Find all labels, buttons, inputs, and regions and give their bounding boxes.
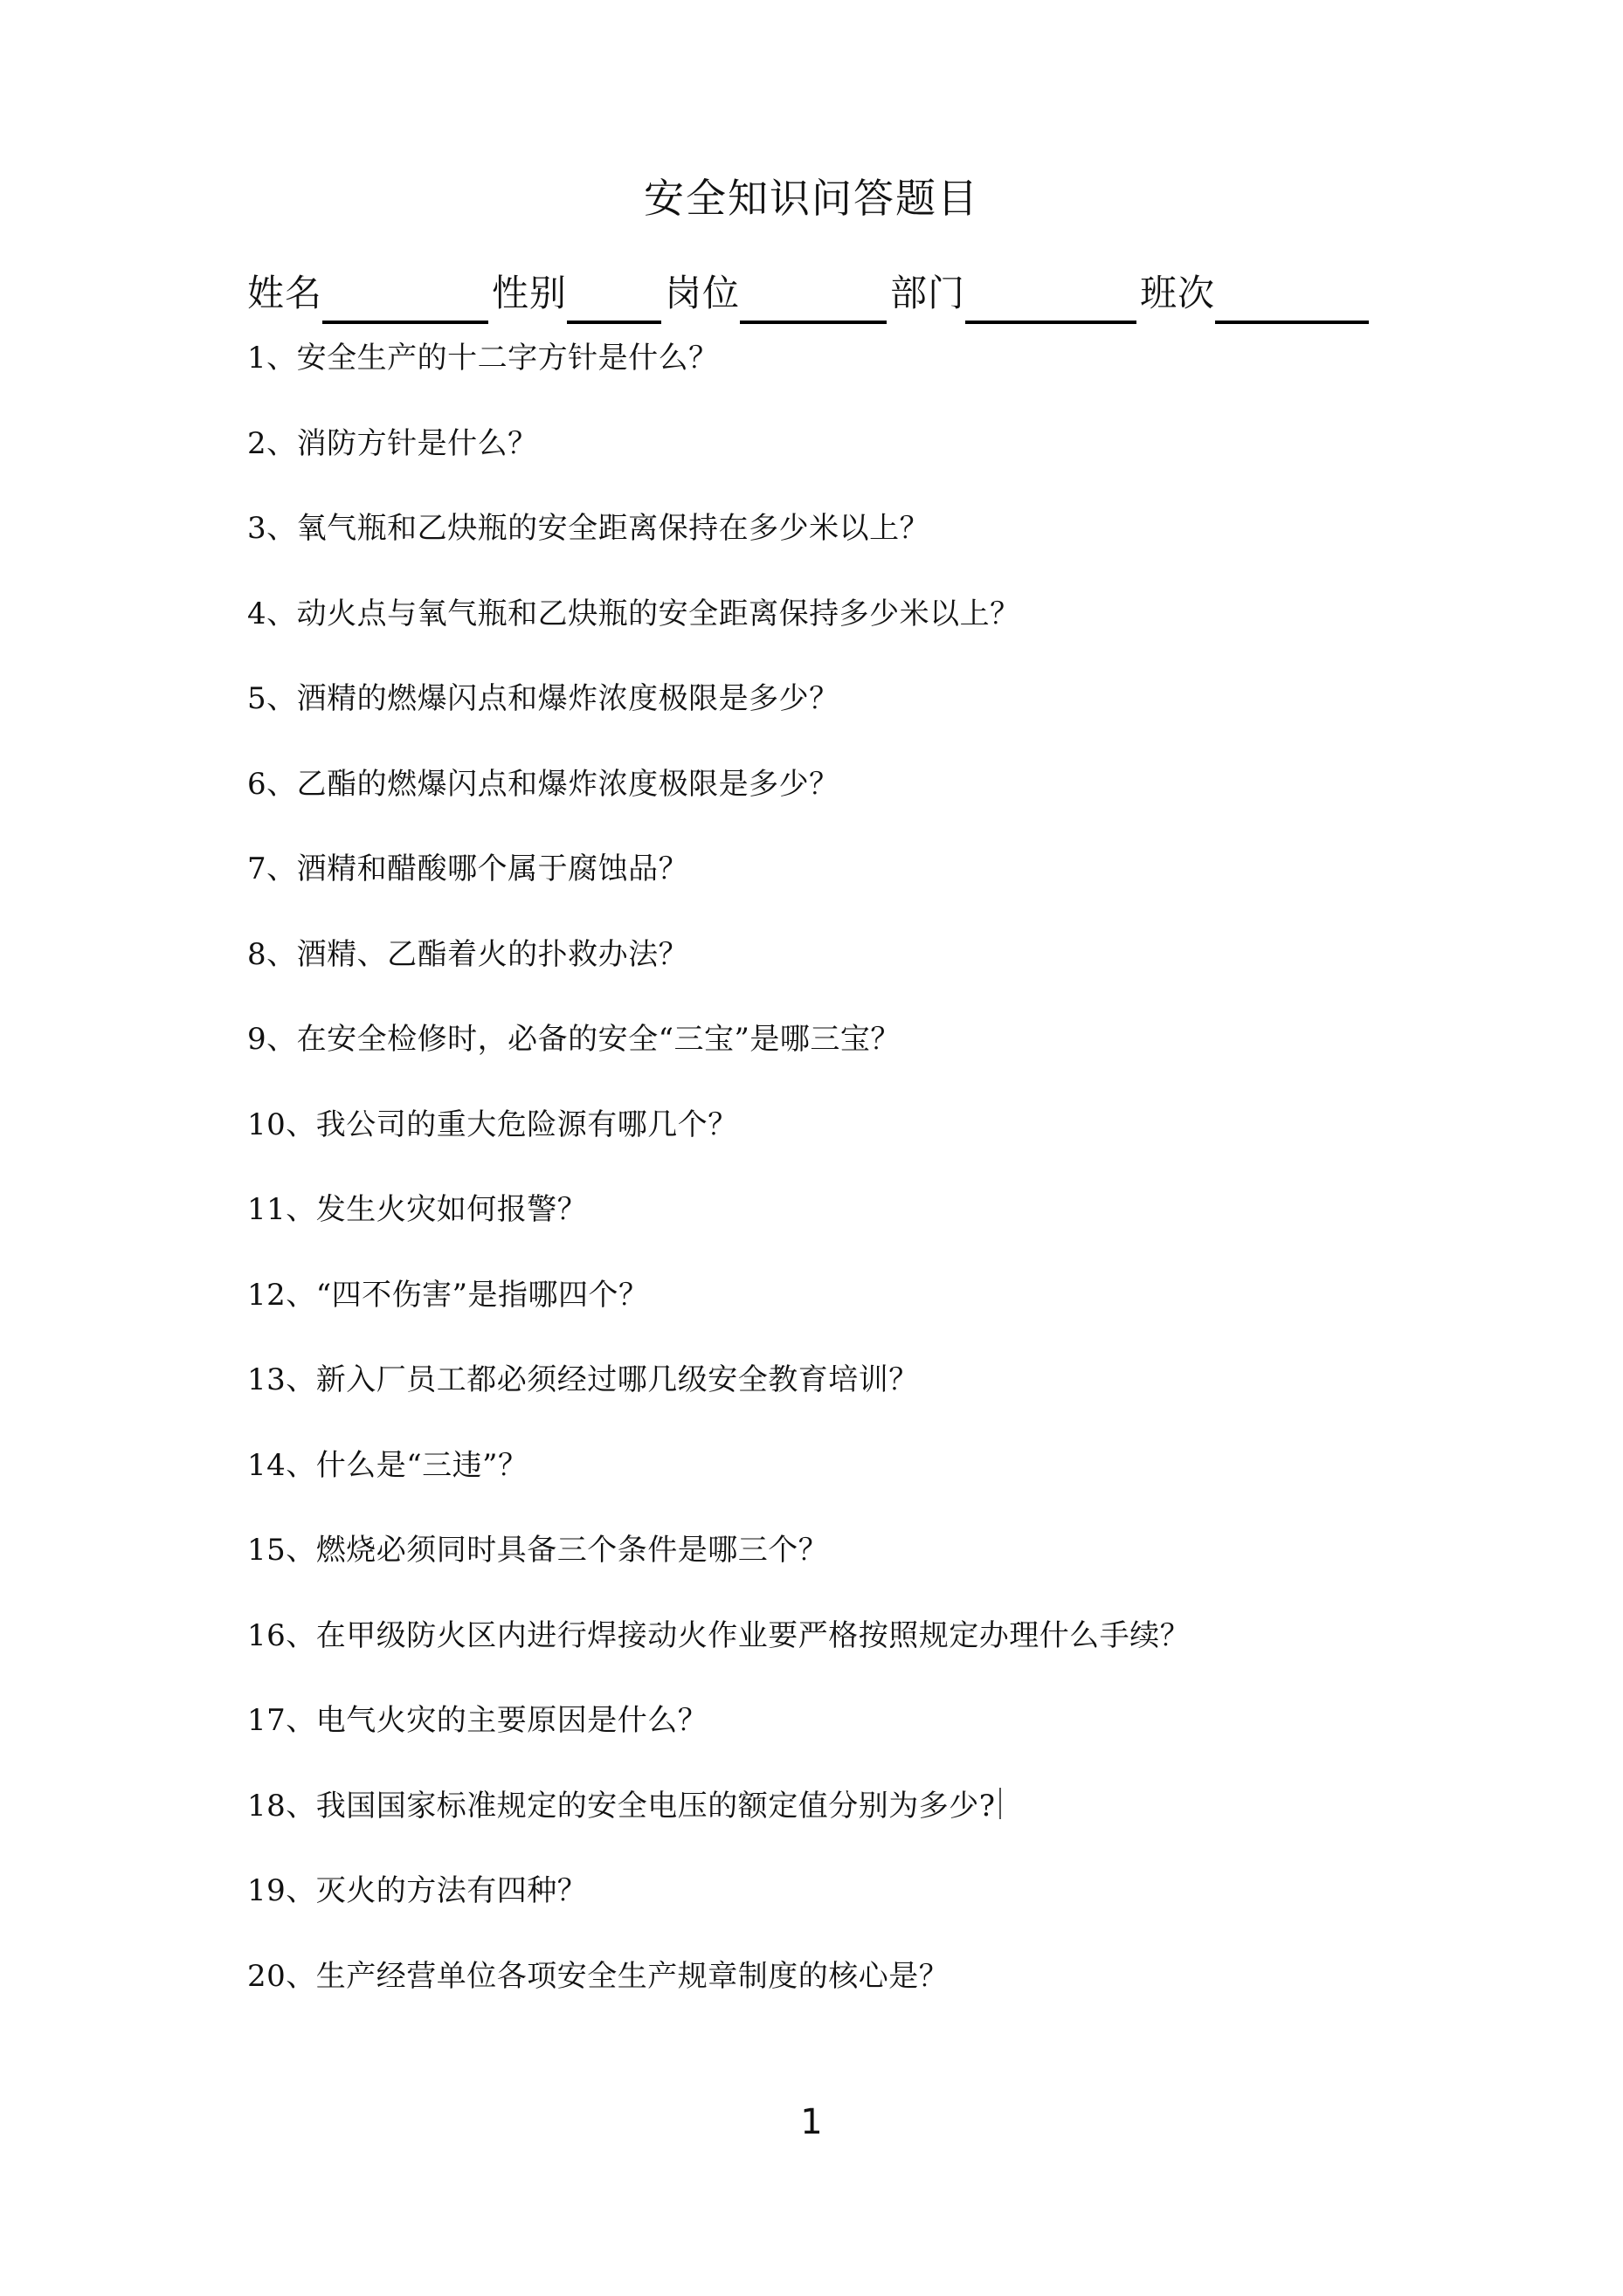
shift-blank[interactable]	[1215, 266, 1369, 324]
question-item	[247, 416, 1470, 501]
position-label: 岗位	[665, 272, 741, 314]
question-item	[247, 1522, 1470, 1608]
page-number: 1	[800, 2102, 823, 2142]
question-item	[247, 1352, 1470, 1438]
question-list	[247, 330, 1470, 2033]
question-text: 7、酒精和醋酸哪个属于腐蚀品？	[247, 852, 689, 886]
question-item	[247, 671, 1470, 756]
question-text: 12、“四不伤害”是指哪四个？	[247, 1277, 649, 1313]
question-item	[247, 1182, 1470, 1267]
gender-blank[interactable]	[567, 266, 661, 324]
question-item	[247, 330, 1470, 416]
question-item	[247, 756, 1470, 842]
page-title: 安全知识问答题目	[644, 175, 979, 222]
question-item	[247, 1011, 1470, 1097]
question-text: 14、什么是“三违”？	[247, 1447, 528, 1483]
question-item	[247, 586, 1470, 672]
question-text: 16、在甲级防火区内进行焊接动火作业要严格按照规定办理什么手续？	[247, 1617, 1191, 1653]
info-fields-row	[247, 258, 1372, 324]
question-text: 19、灭火的方法有四种？	[247, 1873, 588, 1908]
shift-label: 班次	[1140, 272, 1216, 314]
question-item	[247, 1438, 1470, 1523]
question-text: 8、酒精、乙酯着火的扑救办法？	[247, 936, 689, 972]
name-label: 姓名	[247, 272, 323, 314]
gender-label: 性别	[492, 272, 568, 314]
name-blank[interactable]	[322, 266, 488, 324]
text-cursor	[999, 1788, 1001, 1819]
question-item	[247, 1608, 1470, 1693]
question-item	[247, 927, 1470, 1012]
question-text: 13、新入厂员工都必须经过哪几级安全教育培训？	[247, 1362, 919, 1397]
question-text: 5、酒精的燃爆闪点和爆炸浓度极限是多少？	[247, 681, 839, 716]
question-text: 1、安全生产的十二字方针是什么？	[247, 341, 719, 376]
question-text: 17、电气火灾的主要原因是什么？	[247, 1703, 708, 1738]
question-text: 9、在安全检修时，必备的安全“三宝”是哪三宝？	[247, 1022, 901, 1057]
question-item	[247, 1948, 1470, 2034]
question-text: 20、生产经营单位各项安全生产规章制度的核心是？	[247, 1958, 950, 1994]
question-item	[247, 1778, 1470, 1864]
question-item	[247, 1097, 1470, 1182]
question-text: 15、燃烧必须同时具备三个条件是哪三个？	[247, 1533, 829, 1568]
question-text: 4、动火点与氧气瓶和乙炔瓶的安全距离保持多少米以上？	[247, 596, 1020, 631]
question-text: 11、发生火灾如何报警？	[247, 1192, 588, 1227]
department-label: 部门	[890, 272, 966, 314]
question-item	[247, 1863, 1470, 1948]
question-item	[247, 1267, 1470, 1353]
question-text: 2、消防方针是什么？	[247, 425, 538, 461]
question-text: 10、我公司的重大危险源有哪几个？	[247, 1107, 738, 1142]
question-item	[247, 841, 1470, 927]
question-text: 3、氧气瓶和乙炔瓶的安全距离保持在多少米以上？	[247, 511, 930, 546]
department-blank[interactable]	[965, 266, 1136, 324]
question-text: 6、乙酯的燃爆闪点和爆炸浓度极限是多少？	[247, 766, 839, 802]
position-blank[interactable]	[740, 266, 887, 324]
question-item	[247, 500, 1470, 586]
question-item	[247, 1693, 1470, 1778]
question-text: 18、我国国家标准规定的安全电压的额定值分别为多少?	[247, 1788, 996, 1824]
